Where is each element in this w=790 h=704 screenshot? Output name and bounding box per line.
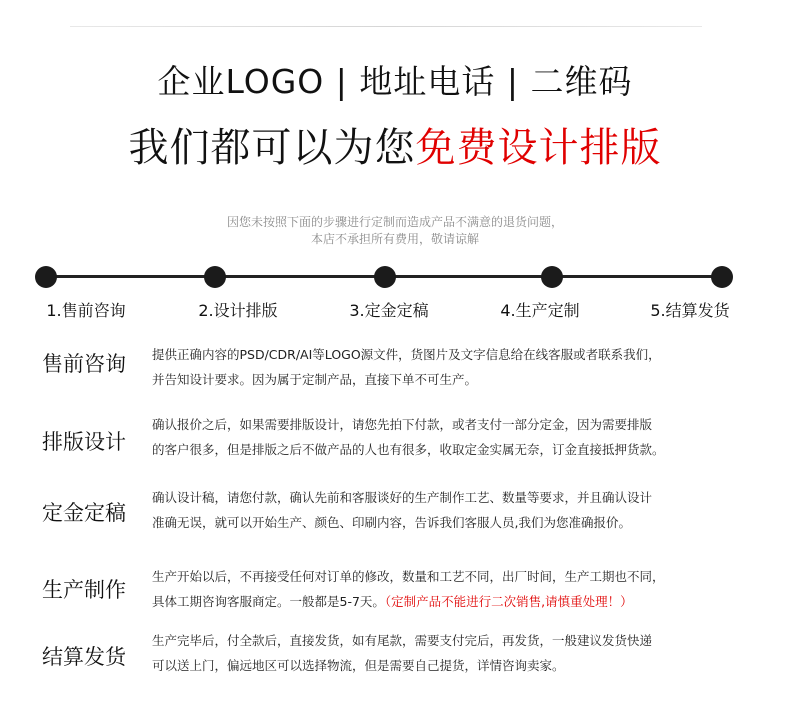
step-4-dot bbox=[541, 266, 563, 288]
row-line: 提供正确内容的PSD/CDR/AI等LOGO源文件，货图片及文字信息给在线客服或者联系我们， bbox=[152, 347, 661, 362]
row-line: 的客户很多，但是排版之后不做产品的人也有很多，收取定金实属无奈，订金直接抵押货款。 bbox=[152, 442, 665, 457]
step-5-dot bbox=[711, 266, 733, 288]
row-text-deposit bbox=[152, 485, 752, 535]
row-line: 生产完毕后，付全款后，直接发货，如有尾款，需要支付完后，再发货，一般建议发货快递 bbox=[152, 633, 653, 648]
notice-line-1: 因您未按照下面的步骤进行定制而造成产品不满意的退货问题， bbox=[226, 215, 563, 229]
step-2-label: 2.设计排版 bbox=[198, 301, 278, 320]
row-text-layout bbox=[152, 412, 752, 462]
row-title-shipping: 结算发货 bbox=[42, 645, 126, 669]
step-3-dot bbox=[374, 266, 396, 288]
row-text-production bbox=[152, 564, 752, 614]
headline-prefix: 我们都可以为您 bbox=[128, 125, 416, 171]
row-line: 确认设计稿，请您付款，确认先前和客服谈好的生产制作工艺、数量等要求，并且确认设计 bbox=[152, 490, 653, 505]
row-line: 准确无误，就可以开始生产、颜色、印刷内容，告诉我们客服人员,我们为您准确报价。 bbox=[152, 515, 631, 530]
row-line: 生产开始以后，不再接受任何对订单的修改，数量和工艺不同，出厂时间，生产工期也不同， bbox=[152, 569, 665, 584]
step-3-label: 3.定金定稿 bbox=[349, 301, 429, 320]
headline-highlight: 免费设计排版 bbox=[415, 125, 662, 171]
row-line: 并告知设计要求。因为属于定制产品，直接下单不可生产。 bbox=[152, 372, 478, 387]
step-1-label: 1.售前咨询 bbox=[46, 301, 126, 320]
step-5-label: 5.结算发货 bbox=[650, 301, 730, 320]
resale-warning: （定制产品不能进行二次销售,请慎重处理！） bbox=[384, 594, 633, 609]
row-line: 确认报价之后，如果需要排版设计，请您先拍下付款，或者支付一部分定金，因为需要排版 bbox=[152, 417, 653, 432]
row-text-presale bbox=[152, 342, 752, 392]
step-2-dot bbox=[204, 266, 226, 288]
notice-line-2: 本店不承担所有费用，敬请谅解 bbox=[310, 232, 479, 246]
row-line bbox=[152, 589, 752, 614]
step-1-dot bbox=[35, 266, 57, 288]
refund-notice bbox=[0, 214, 790, 248]
company-info-headline: 企业LOGO | 地址电话 | 二维码 bbox=[157, 62, 633, 101]
row-title-presale: 售前咨询 bbox=[42, 352, 126, 376]
row-text-shipping bbox=[152, 628, 752, 678]
free-design-headline bbox=[0, 116, 790, 173]
row-title-deposit: 定金定稿 bbox=[42, 501, 126, 525]
step-4-label: 4.生产定制 bbox=[500, 301, 580, 320]
top-divider bbox=[70, 26, 702, 27]
row-title-production: 生产制作 bbox=[42, 578, 126, 602]
row-line: 可以送上门，偏远地区可以选择物流，但是需要自己提货，详情咨询卖家。 bbox=[152, 658, 565, 673]
row-line-main: 具体工期咨询客服商定。一般都是5-7天。 bbox=[152, 594, 385, 609]
row-title-layout: 排版设计 bbox=[42, 430, 126, 454]
